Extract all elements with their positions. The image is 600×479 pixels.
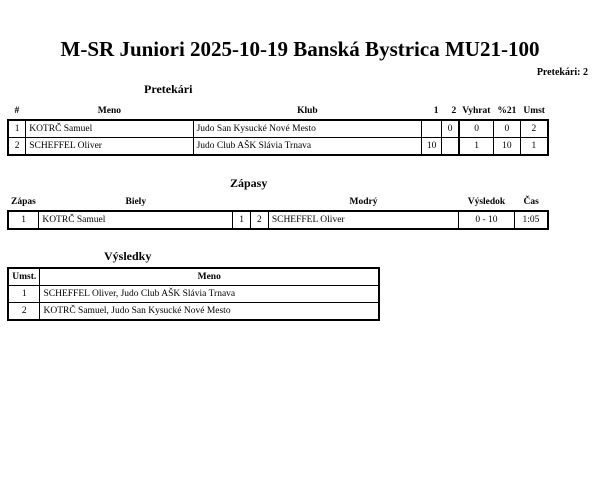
result-place: 1: [8, 286, 40, 303]
result-place: 2: [8, 303, 40, 321]
row-num: 2: [8, 138, 26, 156]
results-table: [7, 267, 380, 321]
competitors-table: [7, 103, 549, 156]
col-header-place: Umst.: [8, 268, 40, 286]
row-num: 1: [8, 120, 26, 138]
col-header-place: Umst: [523, 106, 545, 116]
row-pct: 0: [493, 120, 520, 138]
match-white-name: KOTRČ Samuel: [39, 211, 233, 229]
table-row: [8, 303, 379, 321]
col-header-time: Čas: [523, 197, 539, 207]
col-header-match: Zápas: [11, 197, 36, 207]
col-header-white: Biely: [125, 197, 147, 207]
row-score1: 10: [422, 138, 442, 156]
competitors-header-row: [8, 103, 548, 120]
row-score2: 0: [442, 120, 460, 138]
match-result: 0 - 10: [459, 211, 515, 229]
row-score2: [442, 138, 460, 156]
row-place: 1: [520, 138, 548, 156]
row-pct: 10: [493, 138, 520, 156]
matches-table: [7, 194, 549, 230]
col-header-club: Klub: [297, 106, 318, 116]
col-header-wins: Vyhrat: [462, 106, 491, 116]
matches-header-row: [8, 194, 548, 211]
col-header-score2: 2: [451, 106, 457, 116]
row-wins: 1: [459, 138, 493, 156]
result-name: KOTRČ Samuel, Judo San Kysucké Nové Mesto: [40, 303, 379, 321]
match-blue-name: SCHEFFEL Oliver: [268, 211, 458, 229]
match-time: 1:05: [514, 211, 548, 229]
row-name: KOTRČ Samuel: [26, 120, 193, 138]
col-header-name: Meno: [97, 106, 122, 116]
table-row: [8, 120, 548, 138]
result-name: SCHEFFEL Oliver, Judo Club AŠK Slávia Trnava: [40, 286, 379, 303]
match-white-num: 1: [233, 211, 251, 229]
table-row: [8, 138, 548, 156]
col-header-num: #: [14, 106, 20, 116]
row-club: Judo Club AŠK Slávia Trnava: [193, 138, 422, 156]
table-row: [8, 211, 548, 229]
col-header-result: Výsledok: [467, 197, 506, 207]
participants-count: Pretekári: 2: [536, 67, 588, 78]
col-header-score1: 1: [433, 106, 439, 116]
row-name: SCHEFFEL Oliver: [26, 138, 193, 156]
col-header-name: Meno: [40, 268, 379, 286]
row-wins: 0: [459, 120, 493, 138]
row-place: 2: [520, 120, 548, 138]
row-score1: [422, 120, 442, 138]
col-header-blue: Modrý: [349, 197, 378, 207]
row-club: Judo San Kysucké Nové Mesto: [193, 120, 422, 138]
col-header-pct: %21: [497, 106, 517, 116]
matches-heading: Zápasy: [230, 176, 268, 190]
results-heading: Výsledky: [104, 249, 152, 263]
results-header-row: [8, 268, 379, 286]
match-blue-num: 2: [251, 211, 269, 229]
page-title: M-SR Juniori 2025-10-19 Banská Bystrica MU21-100: [60, 37, 540, 61]
competitors-heading: Pretekári: [144, 82, 193, 96]
table-row: [8, 286, 379, 303]
match-num: 1: [8, 211, 39, 229]
